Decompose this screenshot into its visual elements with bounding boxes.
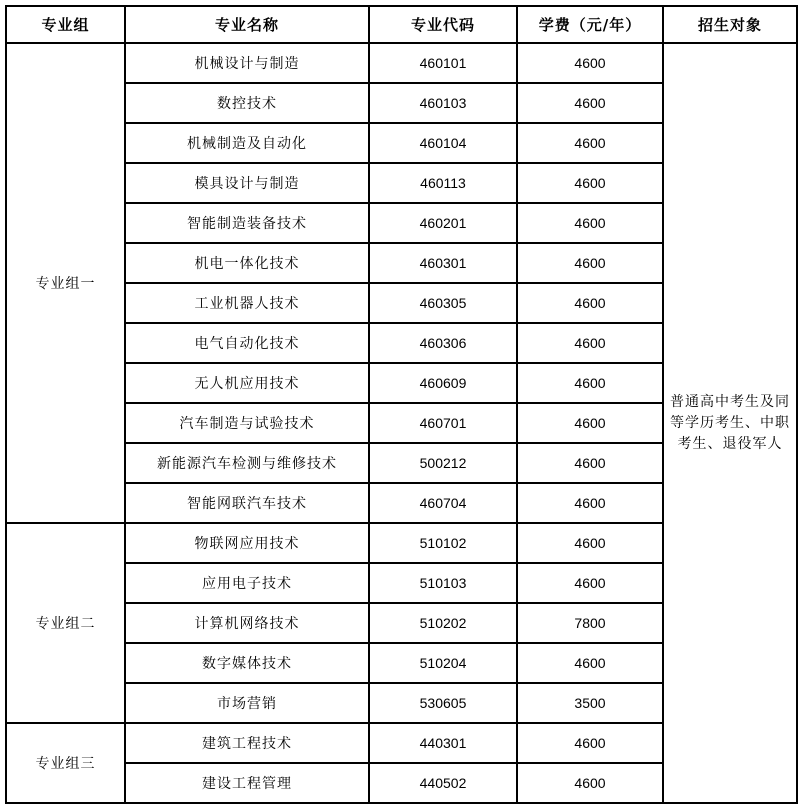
tuition-fee: 4600 (517, 483, 663, 523)
tuition-fee: 4600 (517, 323, 663, 363)
major-code: 510102 (369, 523, 517, 563)
table-row (6, 43, 797, 83)
major-code: 460101 (369, 43, 517, 83)
major-code: 460113 (369, 163, 517, 203)
tuition-fee: 4600 (517, 123, 663, 163)
major-code: 510204 (369, 643, 517, 683)
major-code: 440301 (369, 723, 517, 763)
major-code: 500212 (369, 443, 517, 483)
major-code: 460306 (369, 323, 517, 363)
major-code: 530605 (369, 683, 517, 723)
header-group: 专业组 (6, 6, 125, 43)
major-name: 数字媒体技术 (125, 643, 369, 683)
major-name: 汽车制造与试验技术 (125, 403, 369, 443)
major-name: 机械制造及自动化 (125, 123, 369, 163)
header-fee: 学费（元/年） (517, 6, 663, 43)
admission-table (5, 5, 798, 804)
major-name: 机械设计与制造 (125, 43, 369, 83)
tuition-fee: 4600 (517, 283, 663, 323)
group-name: 专业组二 (6, 523, 125, 723)
tuition-fee: 4600 (517, 83, 663, 123)
major-name: 智能制造装备技术 (125, 203, 369, 243)
tuition-fee: 4600 (517, 443, 663, 483)
tuition-fee: 4600 (517, 163, 663, 203)
major-code: 460103 (369, 83, 517, 123)
major-code: 510103 (369, 563, 517, 603)
major-code: 440502 (369, 763, 517, 803)
major-code: 510202 (369, 603, 517, 643)
tuition-fee: 4600 (517, 203, 663, 243)
group-name: 专业组一 (6, 43, 125, 523)
tuition-fee: 4600 (517, 523, 663, 563)
major-name: 建筑工程技术 (125, 723, 369, 763)
major-name: 建设工程管理 (125, 763, 369, 803)
header-major: 专业名称 (125, 6, 369, 43)
major-name: 模具设计与制造 (125, 163, 369, 203)
tuition-fee: 4600 (517, 243, 663, 283)
major-name: 机电一体化技术 (125, 243, 369, 283)
tuition-fee: 7800 (517, 603, 663, 643)
tuition-fee: 4600 (517, 563, 663, 603)
major-name: 电气自动化技术 (125, 323, 369, 363)
tuition-fee: 4600 (517, 763, 663, 803)
major-code: 460609 (369, 363, 517, 403)
header-row (6, 6, 797, 43)
header-code: 专业代码 (369, 6, 517, 43)
major-name: 工业机器人技术 (125, 283, 369, 323)
major-name: 应用电子技术 (125, 563, 369, 603)
group-name: 专业组三 (6, 723, 125, 803)
major-name: 物联网应用技术 (125, 523, 369, 563)
major-code: 460301 (369, 243, 517, 283)
header-target: 招生对象 (663, 6, 797, 43)
tuition-fee: 4600 (517, 643, 663, 683)
major-code: 460305 (369, 283, 517, 323)
table-body (6, 43, 797, 803)
major-name: 智能网联汽车技术 (125, 483, 369, 523)
major-code: 460104 (369, 123, 517, 163)
major-name: 市场营销 (125, 683, 369, 723)
major-code: 460701 (369, 403, 517, 443)
major-name: 数控技术 (125, 83, 369, 123)
major-name: 新能源汽车检测与维修技术 (125, 443, 369, 483)
admission-target: 普通高中考生及同等学历考生、中职考生、退役军人 (663, 43, 797, 803)
tuition-fee: 3500 (517, 683, 663, 723)
major-code: 460704 (369, 483, 517, 523)
major-name: 计算机网络技术 (125, 603, 369, 643)
tuition-fee: 4600 (517, 403, 663, 443)
major-name: 无人机应用技术 (125, 363, 369, 403)
major-code: 460201 (369, 203, 517, 243)
tuition-fee: 4600 (517, 723, 663, 763)
tuition-fee: 4600 (517, 43, 663, 83)
tuition-fee: 4600 (517, 363, 663, 403)
